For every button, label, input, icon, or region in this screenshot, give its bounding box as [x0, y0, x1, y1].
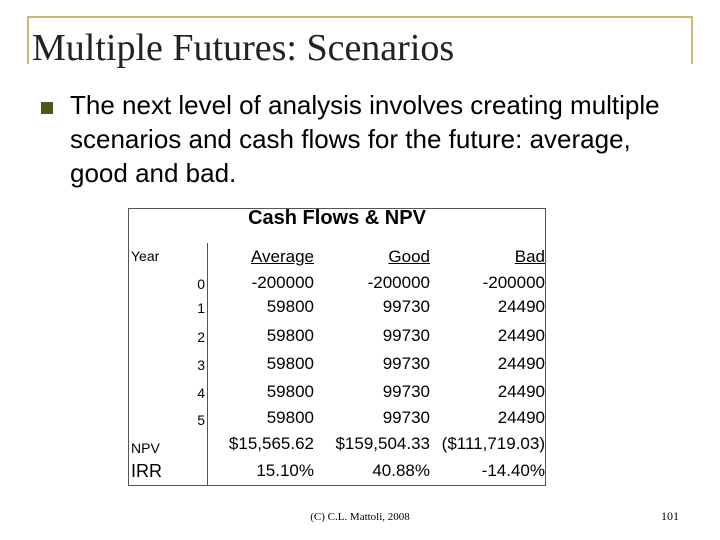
npv-good-cell: $159,504.33: [335, 434, 430, 453]
title-frame-left-line: [27, 16, 29, 64]
slide-title: Multiple Futures: Scenarios: [32, 27, 455, 69]
bullet-square-icon: [41, 102, 53, 114]
good-cell: 99730: [382, 354, 430, 373]
title-frame-right-line: [691, 16, 693, 64]
average-cell: 59800: [266, 297, 314, 316]
irr-label: IRR: [131, 461, 162, 481]
bullet-text: The next level of analysis involves creating multiple scenarios and cash flows for the future: average, good and bad.: [70, 90, 660, 188]
average-cell: 59800: [266, 382, 314, 401]
year-cell: 0: [197, 276, 205, 292]
year-cell: 3: [197, 357, 205, 373]
average-cell: 59800: [266, 408, 314, 427]
irr-good-cell: 40.88%: [372, 461, 430, 480]
bad-cell: -200000: [482, 273, 545, 292]
bad-cell: 24490: [497, 297, 545, 316]
good-cell: 99730: [382, 382, 430, 401]
npv-bad-cell: ($111,719.03): [441, 434, 545, 453]
average-cell: -200000: [251, 273, 314, 292]
slide-footer: (C) C.L. Mattoli, 2008: [310, 511, 410, 523]
irr-bad-cell: -14.40%: [481, 461, 545, 480]
table-title: Cash Flows & NPV: [248, 207, 426, 229]
bad-cell: 24490: [497, 326, 545, 345]
average-cell: 59800: [266, 354, 314, 373]
good-cell: 99730: [382, 326, 430, 345]
year-cell: 4: [197, 385, 205, 401]
table-divider-line: [207, 243, 208, 486]
column-header-bad: Bad: [514, 247, 545, 266]
average-cell: 59800: [266, 326, 314, 345]
good-cell: 99730: [382, 408, 430, 427]
column-header-good: Good: [388, 247, 430, 266]
year-cell: 5: [197, 412, 205, 428]
year-cell: 2: [197, 329, 205, 345]
npv-average-cell: $15,565.62: [228, 434, 314, 453]
column-header-average: Average: [250, 247, 314, 266]
irr-average-cell: 15.10%: [256, 461, 314, 480]
npv-label: NPV: [131, 440, 160, 456]
good-cell: -200000: [367, 273, 430, 292]
bad-cell: 24490: [497, 408, 545, 427]
year-cell: 1: [197, 300, 205, 316]
page-number: 101: [661, 509, 679, 523]
year-header: Year: [131, 248, 160, 264]
good-cell: 99730: [382, 297, 430, 316]
bad-cell: 24490: [497, 382, 545, 401]
title-frame-top-line: [27, 16, 693, 18]
bad-cell: 24490: [497, 354, 545, 373]
